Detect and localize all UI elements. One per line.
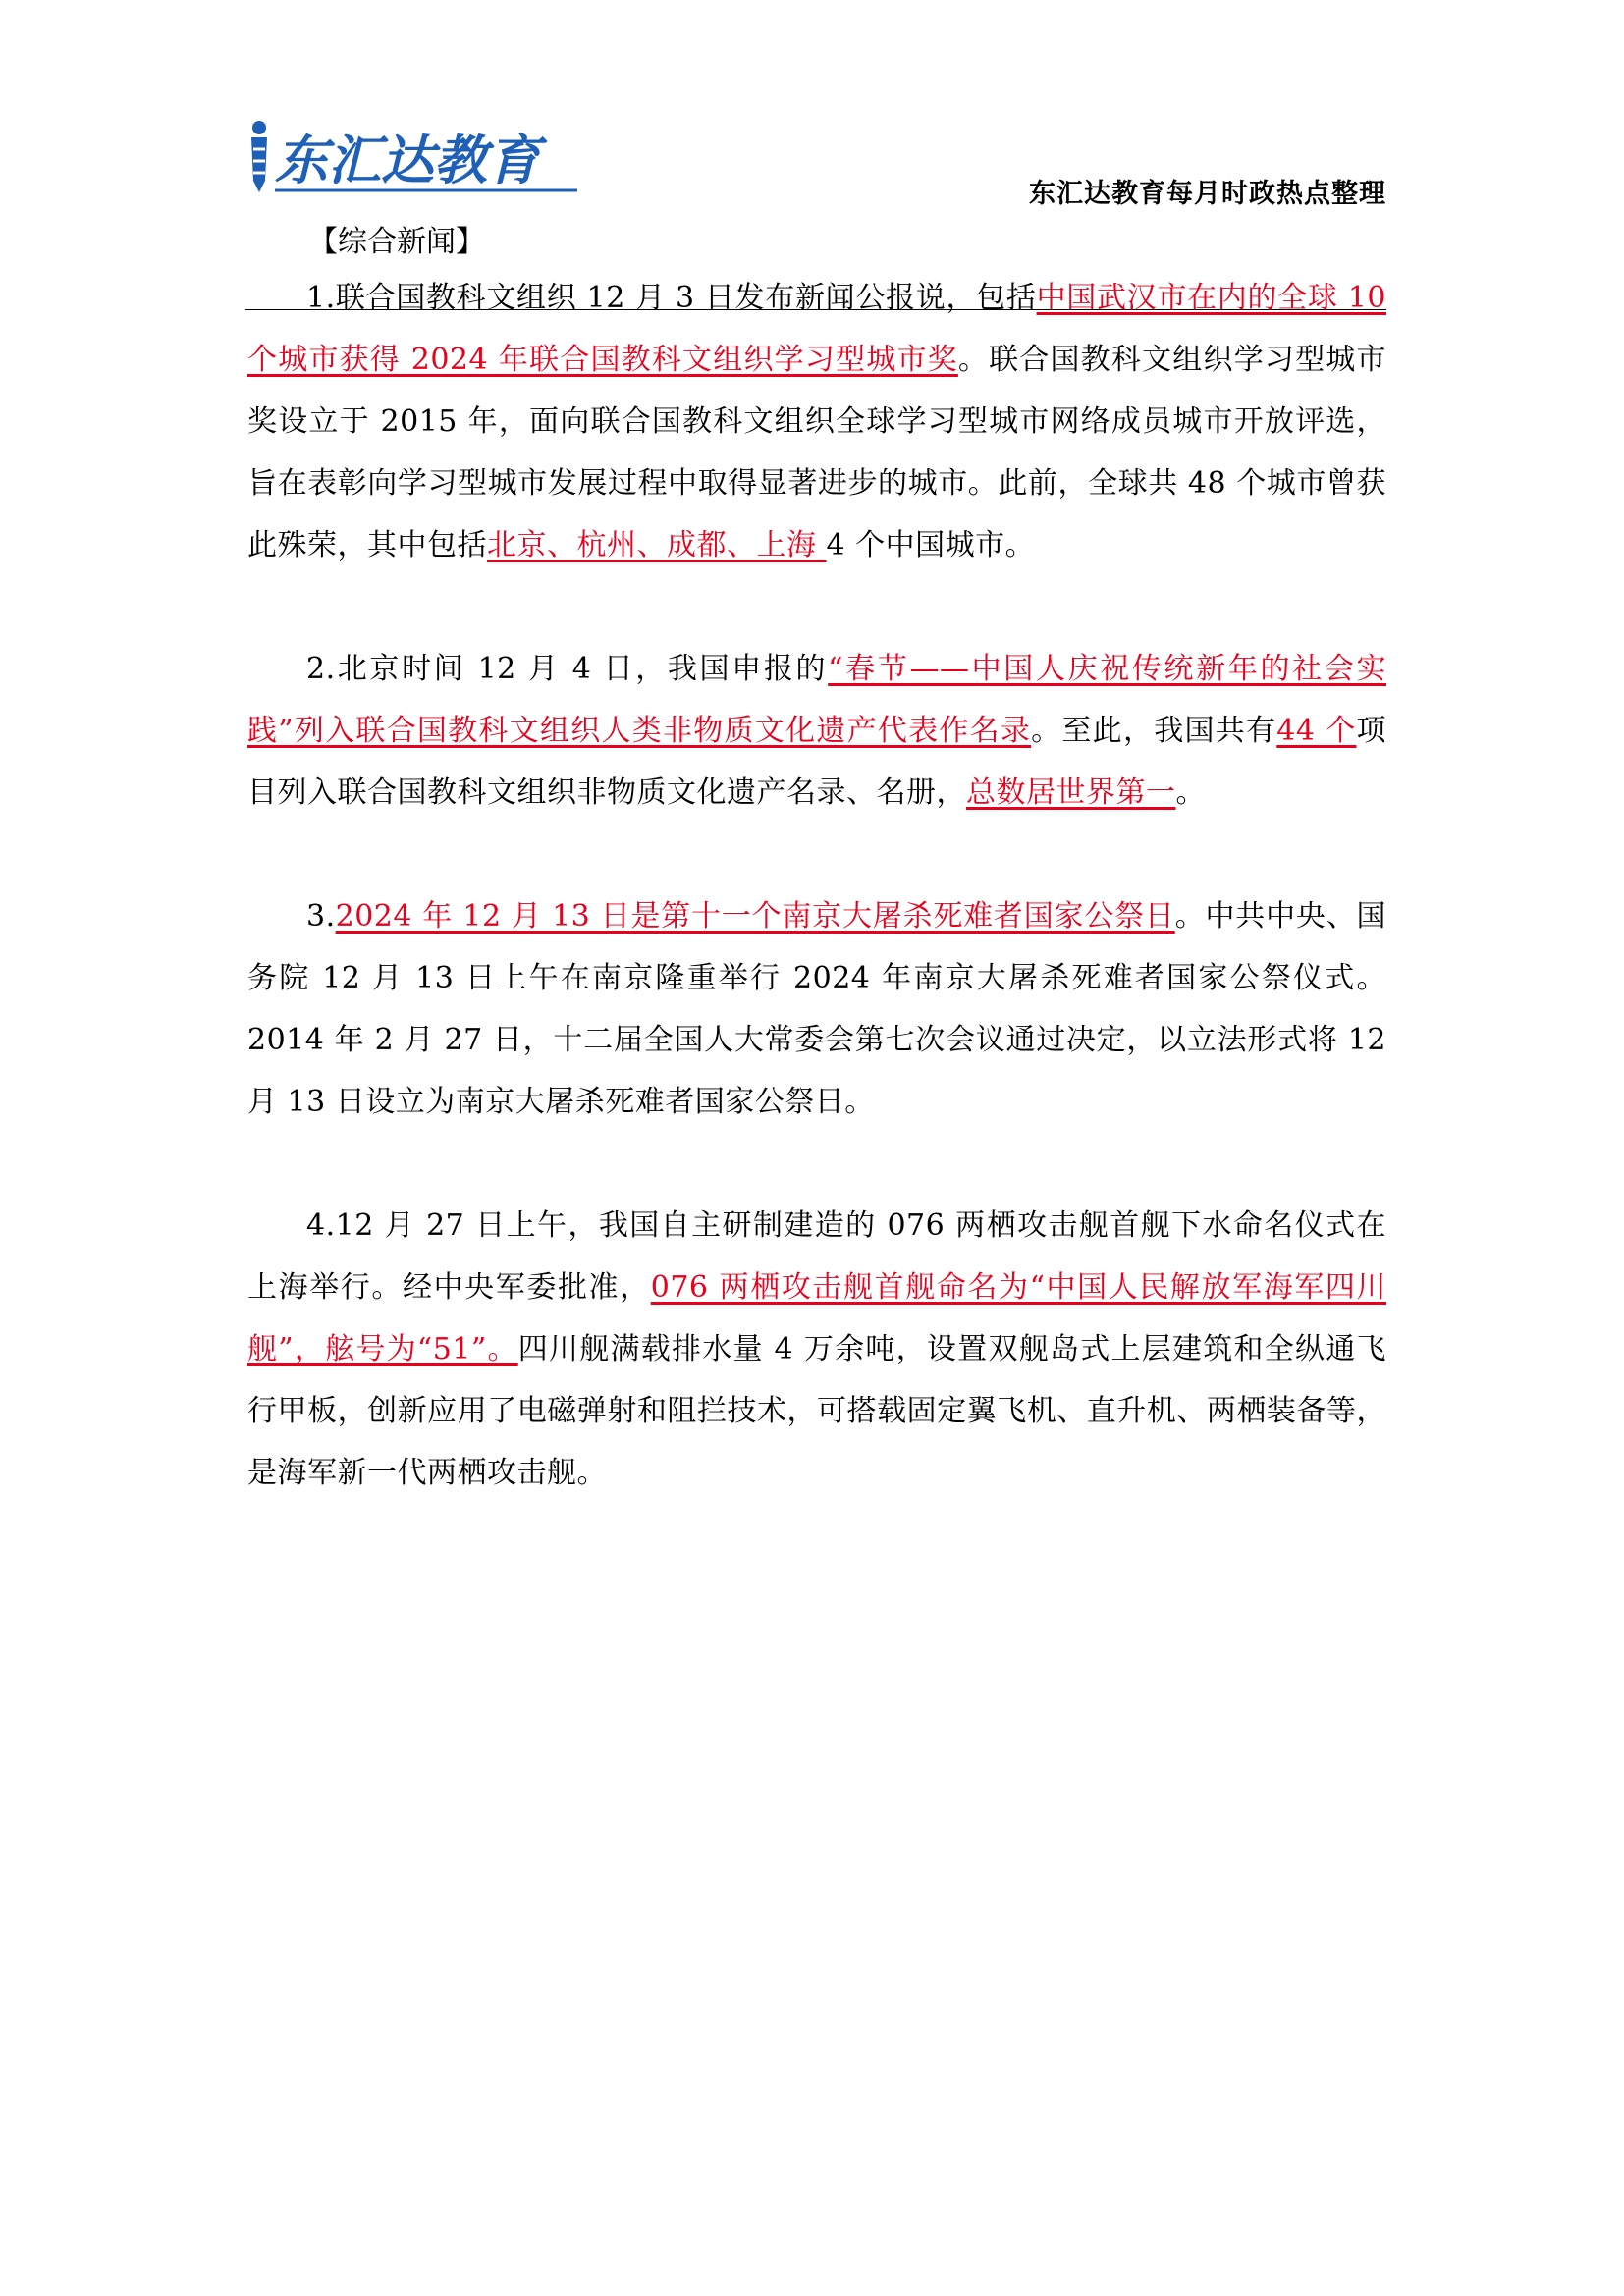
news-item-3 <box>247 885 1386 1133</box>
logo-text: 东汇达教育 <box>275 130 540 191</box>
section-title: 【综合新闻】 <box>308 225 485 259</box>
highlighted-text: 北京、杭州、成都、上海 <box>487 528 827 562</box>
dhd-logo <box>245 118 579 196</box>
page-content <box>247 218 1386 1504</box>
highlighted-text: 总数居世界第一 <box>966 775 1176 810</box>
body-text: 项目列入联合国教科文组织非物质文化遗产名录、名册， <box>247 714 1387 810</box>
body-text: 。至此，我国共有 <box>1031 714 1277 748</box>
body-text: 4.12 月 27 日上午，我国自主研制建造的 076 两栖攻击舰首舰下水命名仪式在上海举行。经中央军委批准， <box>247 1208 1386 1305</box>
body-text: 4 个中国城市。 <box>826 528 1036 562</box>
news-item-1 <box>247 267 1386 576</box>
body-text: 2.北京时间 12 月 4 日，我国申报的 <box>306 652 829 686</box>
body-text: 四川舰满载排水量 4 万余吨，设置双舰岛式上层建筑和全纵通飞行甲板，创新应用了电磁弹射和阻拦技术，可搭载固定翼飞机、直升机、两栖装备等，是海军新一代两栖攻击舰。 <box>247 1332 1386 1490</box>
body-text: 。 <box>1175 775 1206 810</box>
body-text: 。联合国教科文组织学习型城市奖设立于 2015 年，面向联合国教科文组织全球学习型城市网络成员城市开放评选，旨在表彰向学习型城市发展过程中取得显著进步的城市。此前，全球共 48 个城市曾获此殊荣，其中包括 <box>247 343 1387 562</box>
highlighted-text: “春节——中国人庆祝传统新年的社会实践”列入联合国教科文组织人类非物质文化遗产代表作名录 <box>247 652 1386 748</box>
highlighted-text: 44 个 <box>1276 714 1357 748</box>
highlighted-text: 2024 年 12 月 13 日是第十一个南京大屠杀死难者国家公祭日 <box>335 899 1175 934</box>
body-text: 3. <box>306 899 336 934</box>
page-header <box>245 108 1386 209</box>
highlighted-text: 中国武汉市在内的全球 10 个城市获得 2024 年联合国教科文组织学习型城市奖 <box>247 281 1386 377</box>
highlighted-text: 076 两栖攻击舰首舰命名为“中国人民解放军海军四川舰”，舷号为“51”。 <box>247 1270 1386 1366</box>
body-text: 。中共中央、国务院 12 月 13 日上午在南京隆重举行 2024 年南京大屠杀死难者国家公祭仪式。2014 年 2 月 27 日，十二届全国人大常委会第七次会议通过决定，以立法形式将 12 月 13 日设立为南京大屠杀死难者国家公祭日。 <box>247 899 1386 1119</box>
news-item-4 <box>247 1195 1386 1504</box>
body-text: 1.联合国教科文组织 12 月 3 日发布新闻公报说，包括 <box>306 281 1037 315</box>
header-title: 东汇达教育每月时政热点整理 <box>1029 179 1386 209</box>
pencil-mark-icon <box>251 121 267 192</box>
news-item-2 <box>247 638 1386 824</box>
news-list <box>247 267 1386 1504</box>
